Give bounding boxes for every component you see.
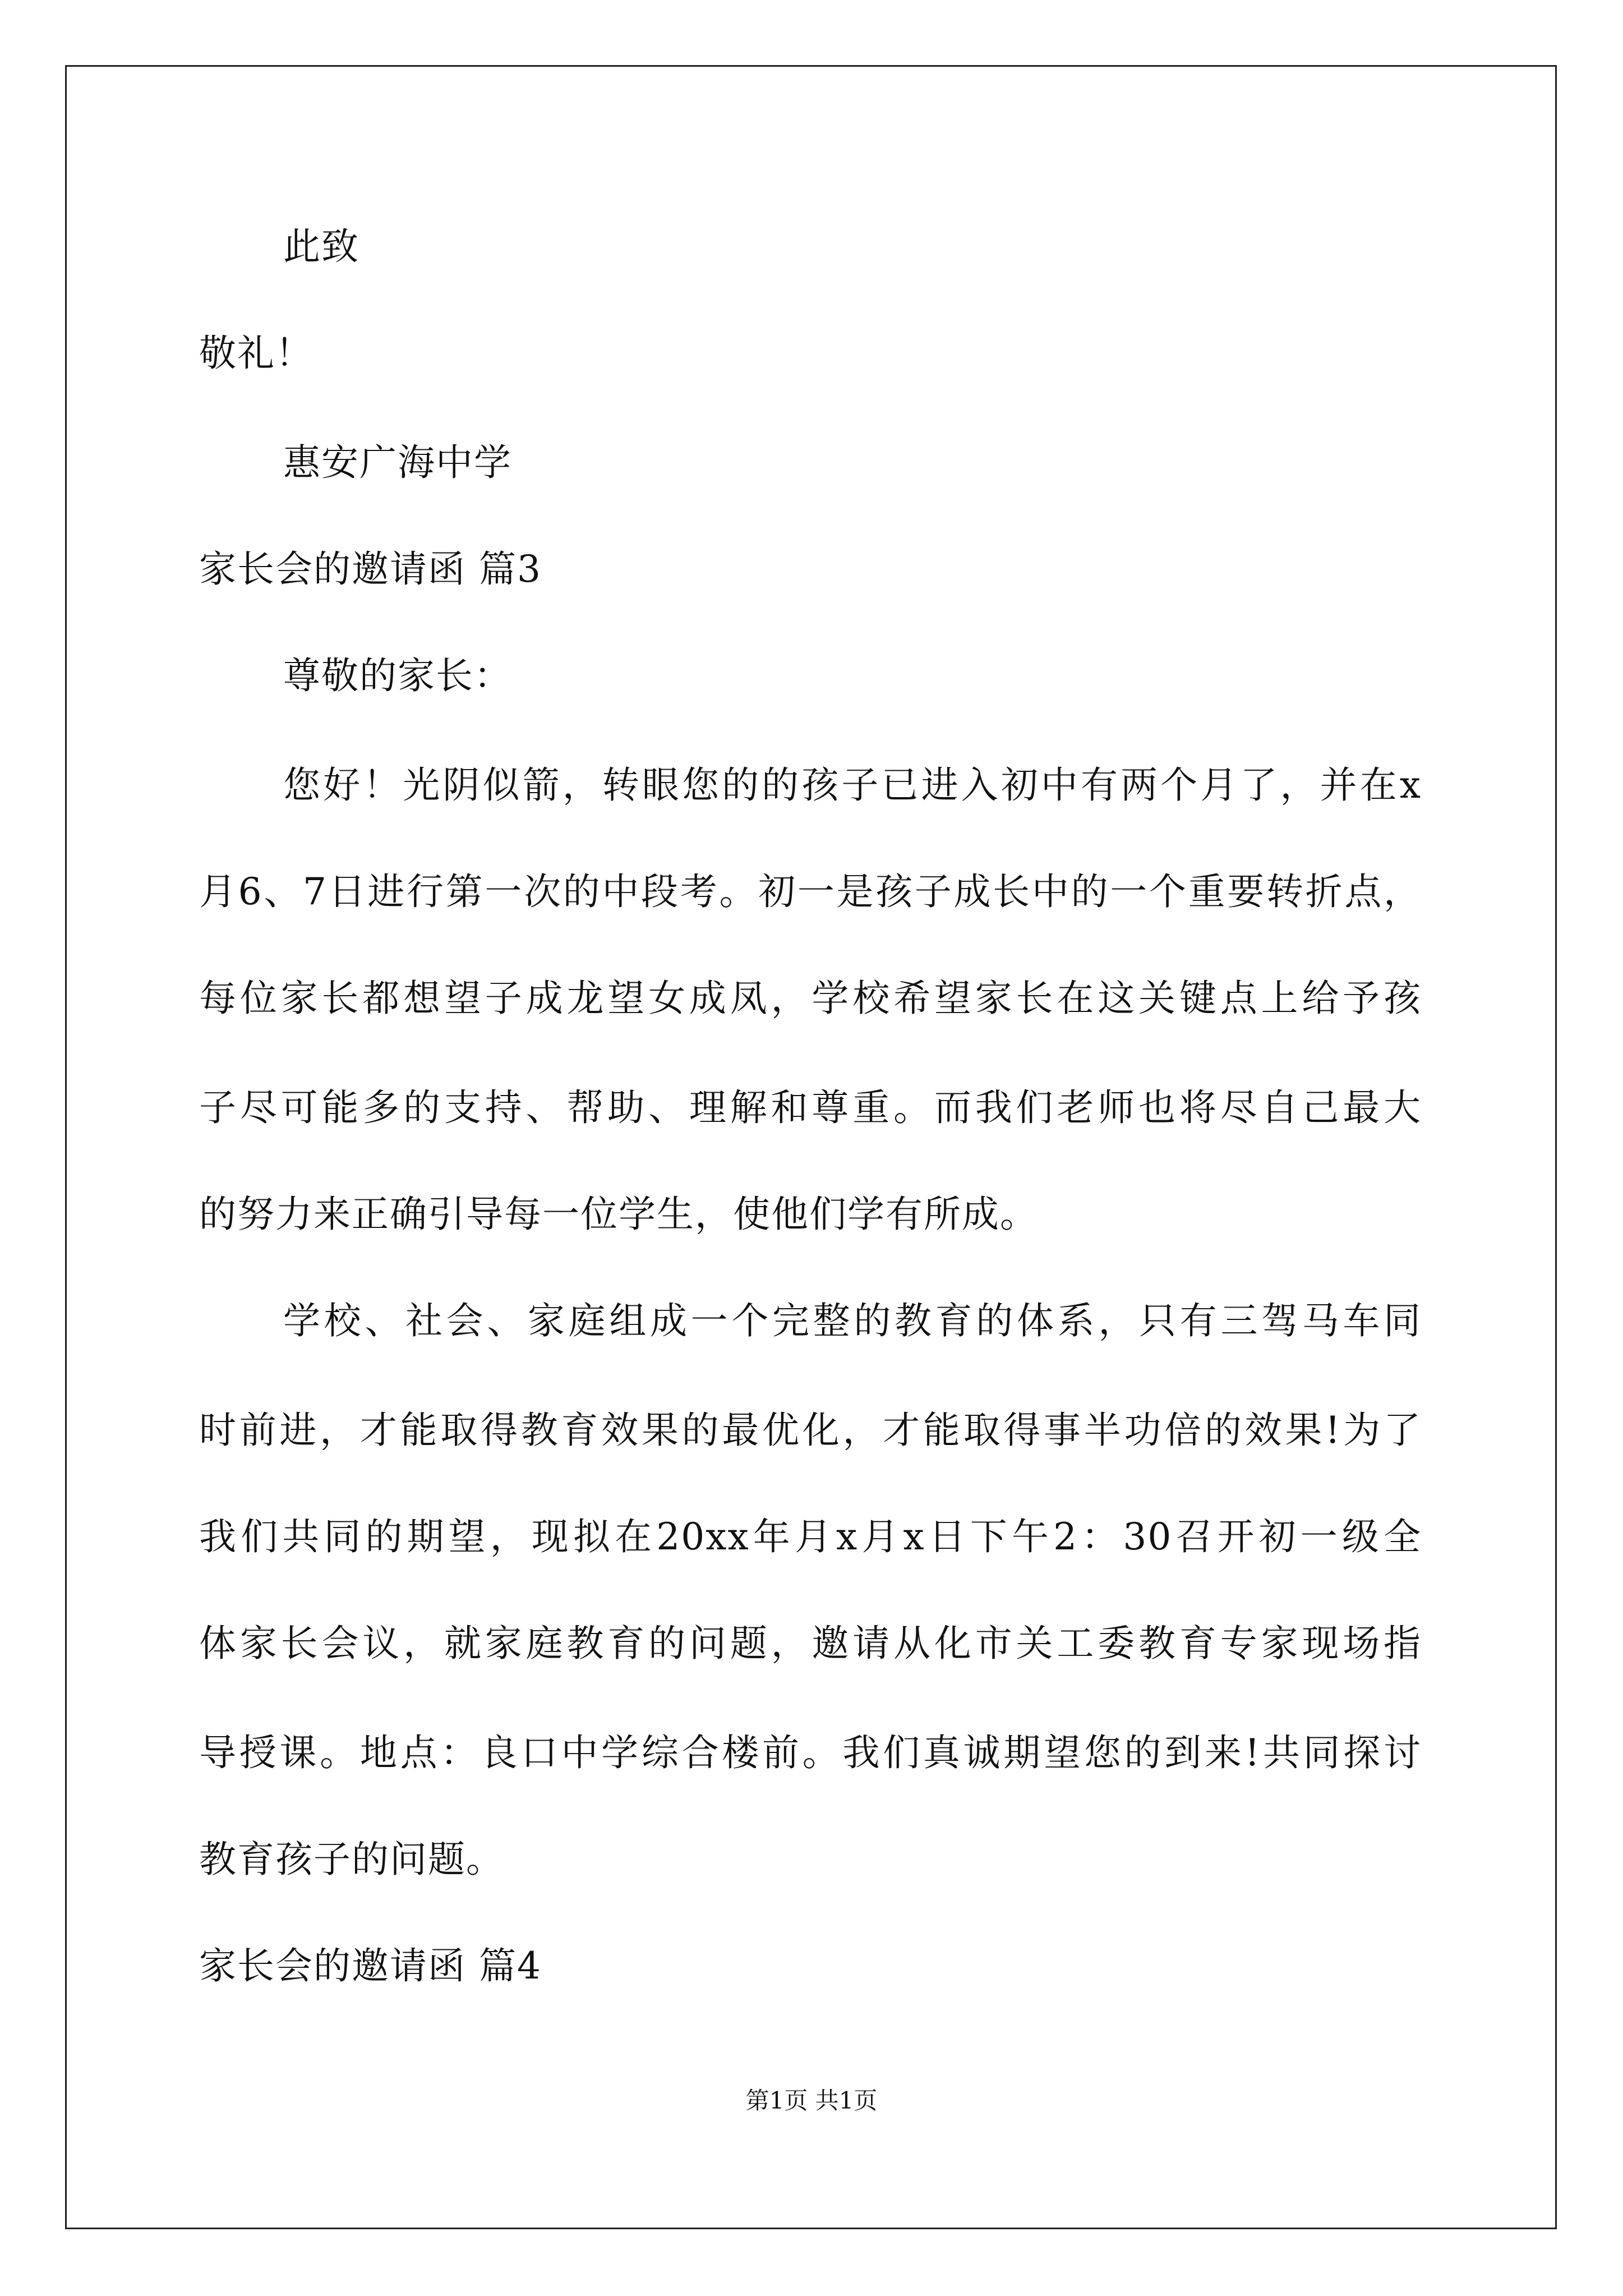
- body-line: 教育孩子的问题。: [199, 1838, 504, 1881]
- body-line: 您好！光阴似箭，转眼您的的孩子已进入初中有两个月了，并在x: [283, 763, 1422, 807]
- body-line: 学校、社会、家庭组成一个完整的教育的体系，只有三驾马车同: [283, 1299, 1422, 1342]
- body-line: 时前进，才能取得教育效果的最优化，才能取得事半功倍的效果!为了: [199, 1409, 1422, 1452]
- page-border: [65, 65, 1557, 2229]
- section-heading: 家长会的邀请函 篇4: [199, 1944, 542, 1987]
- section-heading: 家长会的邀请函 篇3: [199, 547, 542, 591]
- body-line: 月6、7日进行第一次的中段考。初一是孩子成长中的一个重要转折点，: [199, 870, 1422, 913]
- closing-line: 此致: [283, 225, 359, 268]
- body-line: 我们共同的期望，现拟在20xx年月x月x日下午2：30召开初一级全: [199, 1515, 1422, 1558]
- body-line: 子尽可能多的支持、帮助、理解和尊重。而我们老师也将尽自己最大: [199, 1086, 1422, 1129]
- body-line: 体家长会议，就家庭教育的问题，邀请从化市关工委教育专家现场指: [199, 1622, 1422, 1665]
- salutation-line: 敬礼！: [199, 332, 313, 375]
- page-footer: 第1页 共1页: [745, 2087, 878, 2114]
- body-line: 导授课。地点：良口中学综合楼前。我们真诚期望您的到来!共同探讨: [199, 1731, 1422, 1774]
- greeting-line: 尊敬的家长：: [283, 654, 512, 697]
- signature-line: 惠安广海中学: [283, 441, 512, 484]
- body-line: 每位家长都想望子成龙望女成凤，学校希望家长在这关键点上给予孩: [199, 977, 1422, 1020]
- body-line: 的努力来正确引导每一位学生，使他们学有所成。: [199, 1193, 1038, 1236]
